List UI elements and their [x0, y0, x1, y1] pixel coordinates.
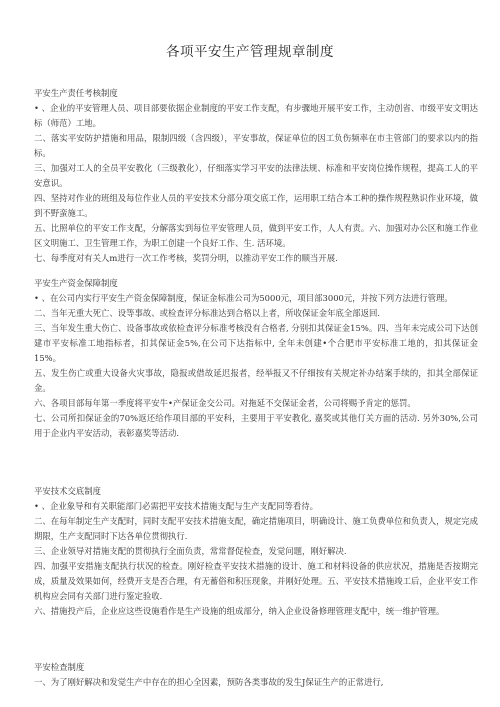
section-heading: 平安技术交底制度	[34, 486, 101, 496]
paragraph: 三、当年发生重大伤亡、设备事故或依检查评分标准考核没有合格者, 分别扣其保证金15%。四、当年未完成公司下达创建市平安标准工地指标者，扣其保证金5%,在公司下达指标中, 全年未创建•个合肥市平安标准工地的，扣其保证金15%。	[34, 323, 478, 363]
paragraph: 六、各项目部每年第一季度将平安牛•产保证金交公司。对拖延不交保证金者，公司将赐予肯定的惩罚。	[34, 398, 416, 408]
paragraph: • 、在公司内实行平安生产资金保障制度，保证金标准公司为5000元，项目部3000元，并按下列方法进行管理。	[34, 293, 453, 303]
section-heading: 平安生产资金保障制度	[34, 278, 118, 288]
document-title: 各项平安生产管理规章制度	[166, 44, 334, 60]
section-safety-funds	[34, 276, 478, 441]
paragraph: 二、在每年制定生产支配时，同时支配平安技术措施支配，确定措施项目，明确设计、施工负费单位和负责人，规定完成期限，生产支配同时下达各单位贯彻执行.	[34, 516, 478, 541]
paragraph: 七、公司所扣保证金的70%返还给作项目部的平安科，主要用于平安教化, 嘉奖或其他仃关方面的活动. 另外30%,公司用于企业内平安活动，表彰嘉奖等活动.	[34, 413, 478, 438]
paragraph: • 、企业的平安管理人员、项目部要依据企业制度的平安工作支配，有步骤地开展平安工作，主动创省、市级平安文明达标（师范）工地。	[34, 103, 478, 128]
paragraph: 二、当年无重大死亡、设等事故、或检查评分标准达到合格以上者，所收保证金年底全部返回.	[34, 308, 381, 318]
paragraph: 三、企业领导对措施支配的贯彻执行全面负责，常常督促检查，发觉问题，刚好解决.	[34, 546, 347, 556]
paragraph: 四、加强平安措施支配执行状况的检查。刚好检查平安技术措施的设计、施工和材料设备的供应状况，措施是否按期完成，质量及效果如何，经费开支是否合理，有无蓄俗和积压现象，并刚好处理。五、平安技术措施竣工后，企业平安工作机构应会同有关部门进行鉴定验收.	[34, 561, 478, 601]
paragraph: 一、为了刚好解决和发觉生产中存在的担心全因素，预防各类事故的发生J保证生产的正常进行,	[34, 677, 384, 687]
section-heading: 平安生产责任考核制度	[34, 88, 118, 98]
paragraph: 五、发生伤亡或重大设备火灾事故，隐报或借故延迟报者，经举报又不仔细按有关规定补办结案手续的，扣其全部保证金。	[34, 368, 478, 393]
section-heading: 平安检查制度	[34, 662, 85, 672]
paragraph: 七、每季度对有关人m进行一次工作考核，奖罚分明，以推动平安工作的顺当开展.	[34, 253, 338, 263]
section-safety-responsibility	[34, 86, 478, 266]
paragraph: 五、比照单位的平安工作支配，分解落实到每位平安管理人员，做到平安工作，人人有责。六、加强对办公区和施工作业区文明施工、卫生管理工作，为职工创建一个良好工作、生. 活环境。	[34, 223, 478, 248]
paragraph: 六、措施投产后，企业应这些设施看作是生产设施的组成部分，纳入企业设备修理管理支配中，统一维护管理。	[34, 606, 445, 616]
paragraph: • 、企业象导和有关职能部门必需把平安技术措施支配与生产支配同等看待。	[34, 501, 318, 511]
paragraph: 四、坚持对作业的班组及每位作业人员的平安技术分部分项交底工作，运用职工结合本工种的操作规程熟识作业环境，做到不野蛮施工。	[34, 193, 478, 218]
paragraph: 三、加强对工人的全员平安教化（三级教化），仔细落实学习平安的法律法规、标准和平安岗位操作规程，提高工人的平安意识。	[34, 163, 478, 188]
paragraph: 二、落实平安防护措施和用品，限制四级（含四级），平安事故，保证单位的因工负伤频率在市主管部门的要求以内的指标。	[34, 133, 478, 158]
section-technical-briefing	[34, 484, 478, 619]
section-safety-inspection	[34, 660, 478, 690]
